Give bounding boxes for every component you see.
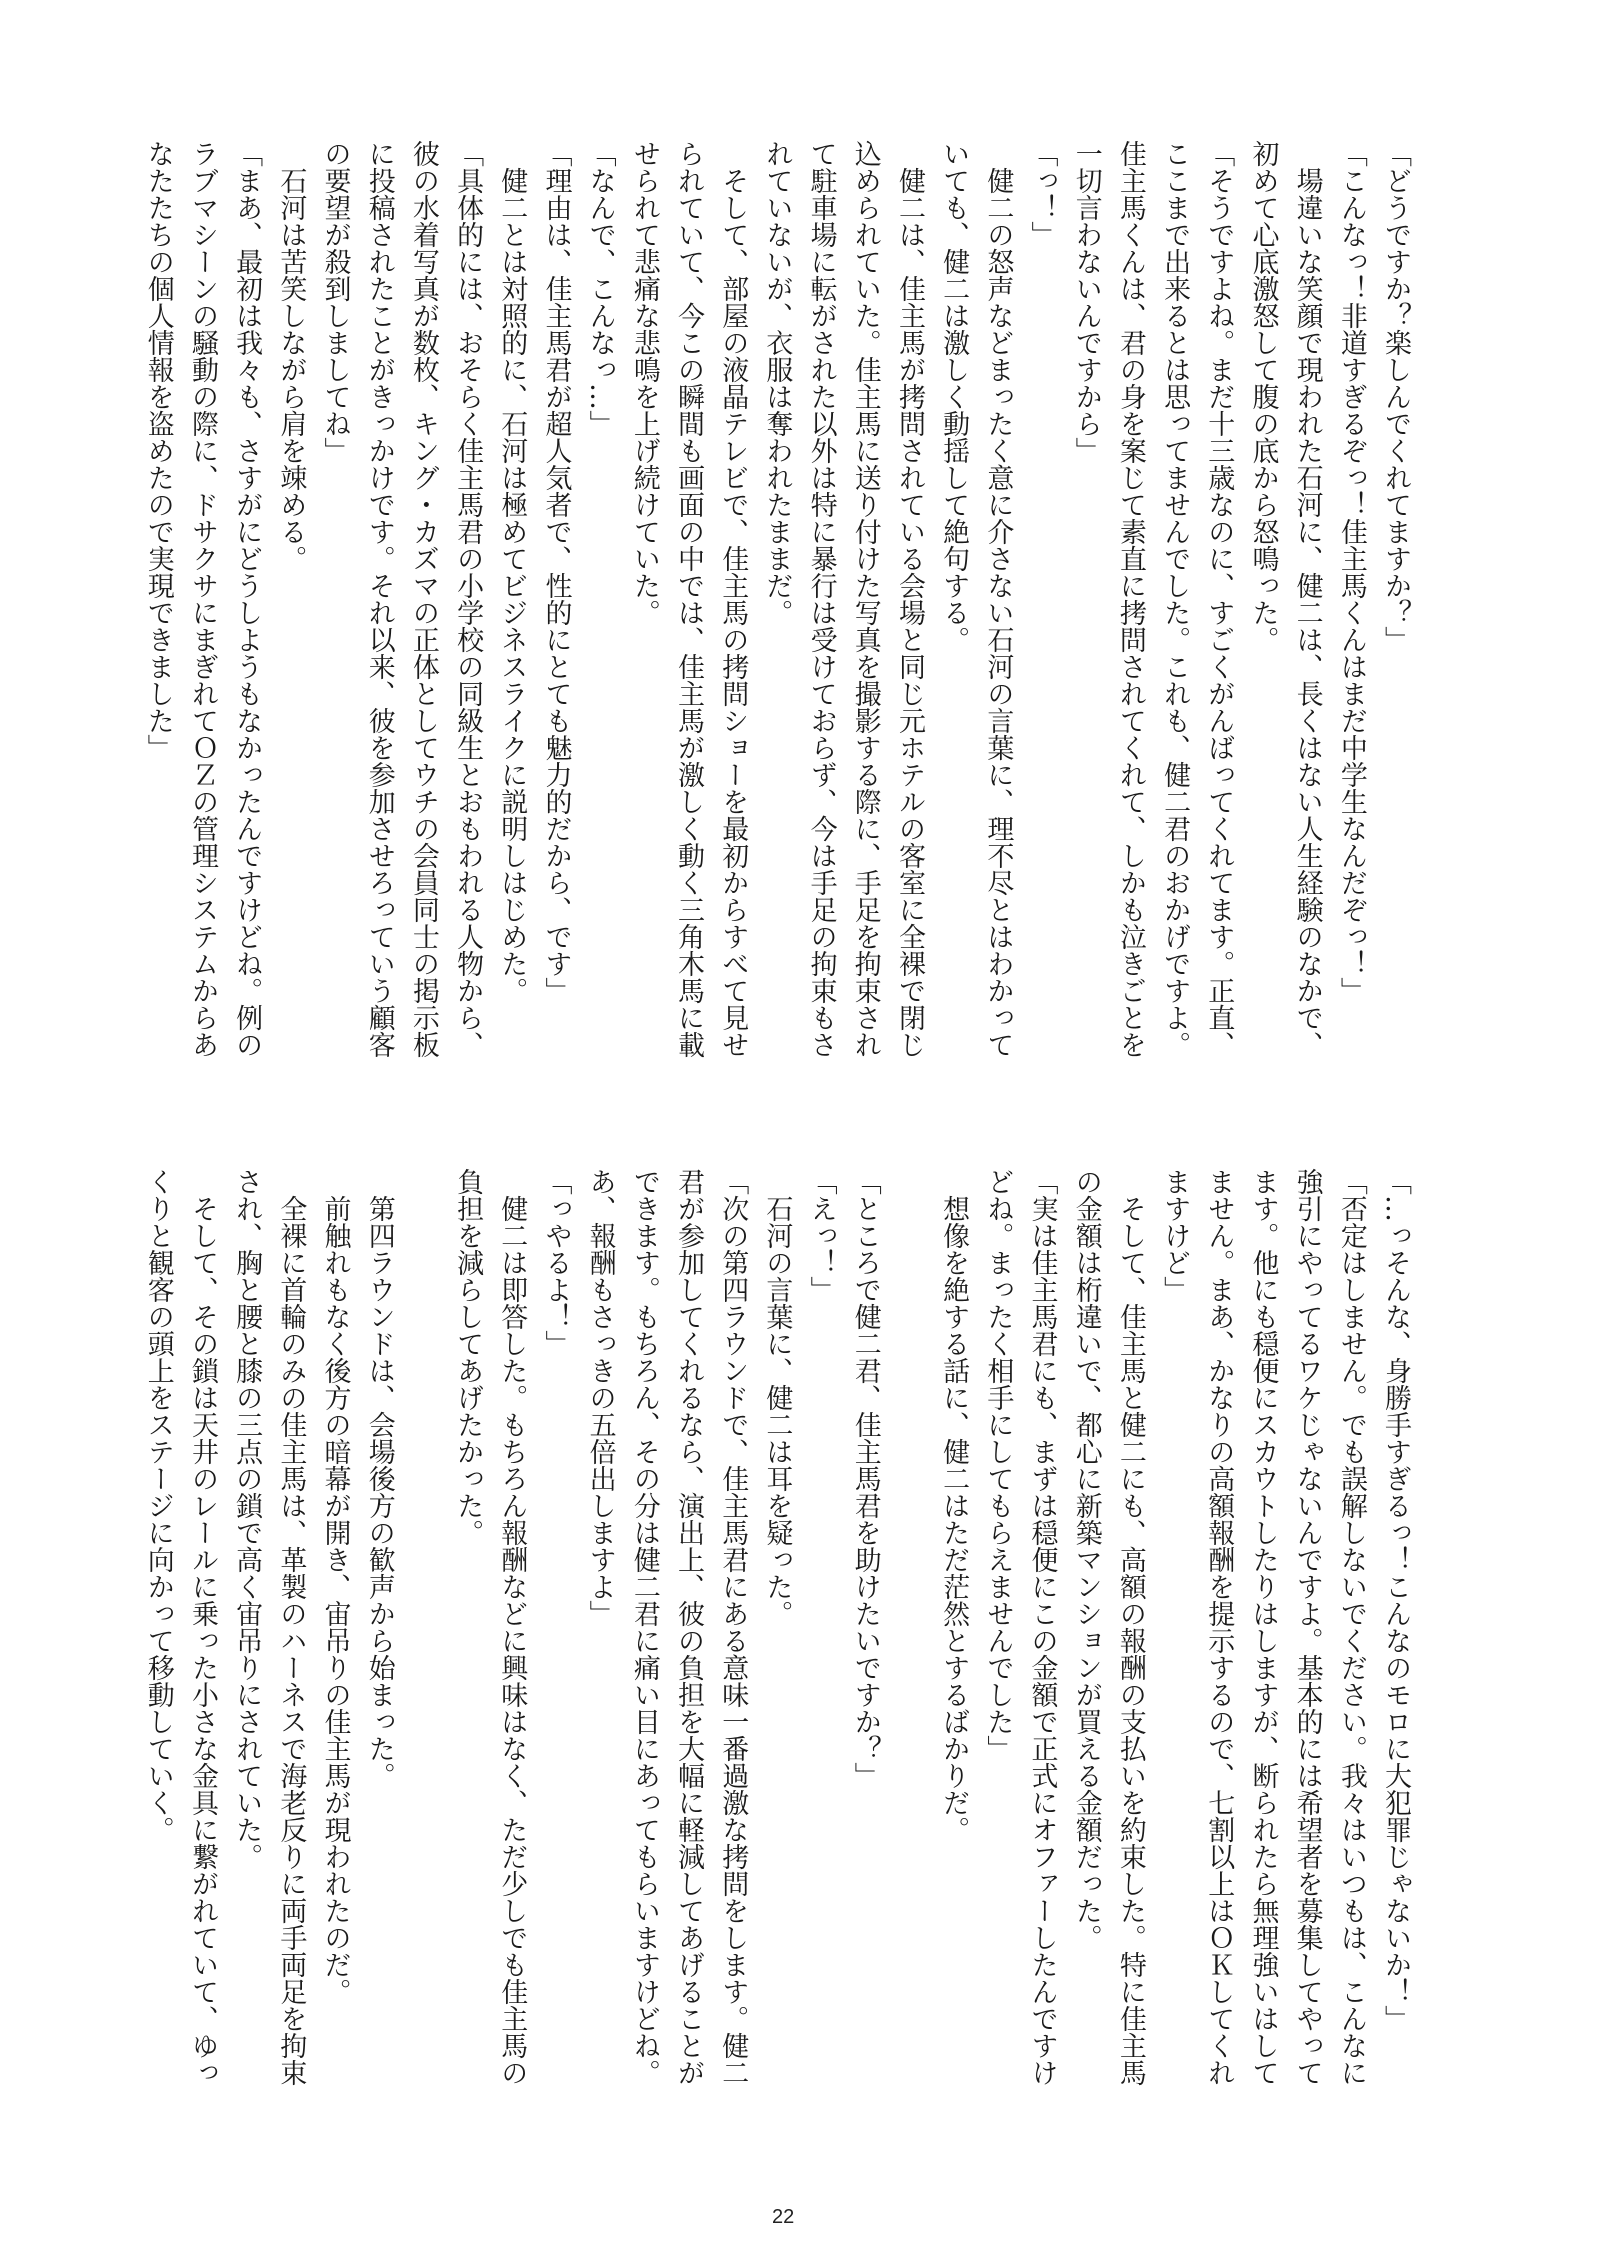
text-column: 「…っそんな、身勝手すぎるっ！こんなのモロに大犯罪じゃないか！」 [1380, 1168, 1411, 2032]
text-column: そして、部屋の液晶テレビで、佳主馬の拷問ショーを最初からすべて見せ [717, 140, 749, 1058]
text-column: ラブマシーンの騒動の際に、ドサクサにまぎれてＯＺの管理システムからあ [186, 140, 218, 1058]
text-column: 石河は苦笑しながら肩を竦める。 [275, 140, 307, 572]
text-column: 「えっ！」 [805, 1168, 837, 1303]
text-column: 「っやるよ！」 [540, 1168, 572, 1357]
text-column: あ、報酬もさっきの五倍出しますよ」 [584, 1168, 616, 1627]
upper-text-block [136, 140, 1417, 1070]
text-column: いても、健二は激しく動揺して絶句する。 [938, 140, 970, 653]
text-column: 「どうですか？楽しんでくれてますか？」 [1380, 140, 1411, 653]
text-column: 第四ラウンドは、会場後方の歓声から始まった。 [363, 1168, 395, 1789]
text-column: なたたちの個人情報を盗めたので実現できました」 [142, 140, 174, 761]
text-column: ます。他にも穏便にスカウトしたりはしますが、断られたら無理強いはして [1247, 1168, 1279, 2086]
text-column: 君が参加してくれるなら、演出上、彼の負担を大幅に軽減してあげることが [673, 1168, 704, 2086]
text-column: られていて、今この瞬間も画面の中では、佳主馬が激しく動く三角木馬に載 [673, 140, 704, 1058]
text-column: くりと観客の頭上をステージに向かって移動していく。 [142, 1168, 174, 1843]
text-column: ますけど」 [1159, 1168, 1191, 1303]
text-column: 健二は、佳主馬が拷問されている会場と同じ元ホテルの客室に全裸で閉じ [893, 140, 925, 1058]
text-column: 「理由は、佳主馬君が超人気者で、性的にとても魅力的だから、です」 [540, 140, 572, 1004]
text-column: 場違いな笑顔で現われた石河に、健二は、長くはない人生経験のなかで、 [1291, 140, 1323, 1058]
text-column: 「まあ、最初は我々も、さすがにどうしようもなかったんですけどね。例の [231, 140, 263, 1058]
lower-text-block [136, 1168, 1417, 2086]
text-column: て駐車場に転がされた以外は特に暴行は受けておらず、今は手足の拘束もさ [805, 140, 837, 1058]
text-column: 前触れもなく後方の暗幕が開き、宙吊りの佳主馬が現われたのだ。 [319, 1168, 351, 2005]
text-column: できます。もちろん、その分は健二君に痛い目にあってもらいますけどね。 [628, 1168, 660, 2086]
text-column: 「実は佳主馬君にも、まずは穏便にこの金額で正式にオファーしたんですけ [1026, 1168, 1058, 2086]
text-column: 負担を減らしてあげたかった。 [452, 1168, 484, 1546]
text-column: 「そうですよね。まだ十三歳なのに、すごくがんばってくれてます。正直、 [1203, 140, 1235, 1058]
text-column [401, 1168, 445, 1848]
text-column: され、胸と腰と膝の三点の鎖で高く宙吊りにされていた。 [231, 1168, 263, 1870]
text-column: 「具体的には、おそらく佳主馬君の小学校の同級生とおもわれる人物から、 [452, 140, 484, 1058]
text-column: 込められていた。佳主馬に送り付けた写真を撮影する際に、手足を拘束され [849, 140, 881, 1058]
text-column: ません。まあ、かなりの高額報酬を提示するので、七割以上はＯＫしてくれ [1203, 1168, 1235, 2086]
text-column: 健二の怒声などまったく意に介さない石河の言葉に、理不尽とはわかって [982, 140, 1014, 1058]
text-column: 健二は即答した。もちろん報酬などに興味はなく、ただ少しでも佳主馬の [496, 1168, 528, 2086]
text-column: 佳主馬くんは、君の身を案じて素直に拷問されてくれて、しかも泣きごとを [1114, 140, 1146, 1058]
page-number: 22 [772, 2206, 795, 2228]
text-column: 全裸に首輪のみの佳主馬は、革製のハーネスで海老反りに両手両足を拘束 [275, 1168, 307, 2086]
text-column: そして、その鎖は天井のレールに乗った小さな金具に繋がれていて、ゆっ [186, 1168, 218, 2086]
text-column: 初めて心底激怒して腹の底から怒鳴った。 [1247, 140, 1279, 653]
text-column: 「なんで、こんなっ…」 [584, 140, 616, 437]
text-column: 「っ！」 [1026, 140, 1058, 248]
text-column: 強引にやってるワケじゃないんですよ。基本的には希望者を募集してやって [1291, 1168, 1323, 2086]
text-column: 想像を絶する話に、健二はただ茫然とするばかりだ。 [938, 1168, 970, 1843]
text-column: ここまで出来るとは思ってませんでした。これも、健二君のおかげですよ。 [1159, 140, 1191, 1058]
text-column: の要望が殺到しましてね」 [319, 140, 351, 464]
text-column: 一切言わないんですから」 [1070, 140, 1102, 464]
text-column: そして、佳主馬と健二にも、高額の報酬の支払いを約束した。特に佳主馬 [1114, 1168, 1146, 2086]
text-column: れていないが、衣服は奪われたままだ。 [761, 140, 793, 626]
text-column: 「ところで健二君、佳主馬君を助けたいですか？」 [849, 1168, 881, 1789]
text-column: に投稿されたことがきっかけです。それ以来、彼を参加させろっていう顧客 [363, 140, 395, 1058]
text-column: 「否定はしません。でも誤解しないでください。我々はいつもは、こんなに [1335, 1168, 1367, 2086]
text-column: 「こんなっ！非道すぎるぞっ！佳主馬くんはまだ中学生なんだぞっ！」 [1335, 140, 1367, 1004]
text-column [887, 1168, 931, 1848]
text-column: せられて悲痛な悲鳴を上げ続けていた。 [628, 140, 660, 626]
text-column: どね。まったく相手にしてもらえませんでした」 [982, 1168, 1014, 1762]
text-column: 健二とは対照的に、石河は極めてビジネスライクに説明しはじめた。 [496, 140, 528, 1004]
text-column: の金額は桁違いで、都心に新築マンションが買える金額だった。 [1070, 1168, 1102, 1951]
text-column: 彼の水着写真が数枚、キング・カズマの正体としてウチの会員同士の掲示板 [407, 140, 439, 1058]
text-column: 石河の言葉に、健二は耳を疑った。 [761, 1168, 793, 1627]
text-column: 「次の第四ラウンドで、佳主馬君にある意味一番過激な拷問をします。健二 [717, 1168, 749, 2086]
